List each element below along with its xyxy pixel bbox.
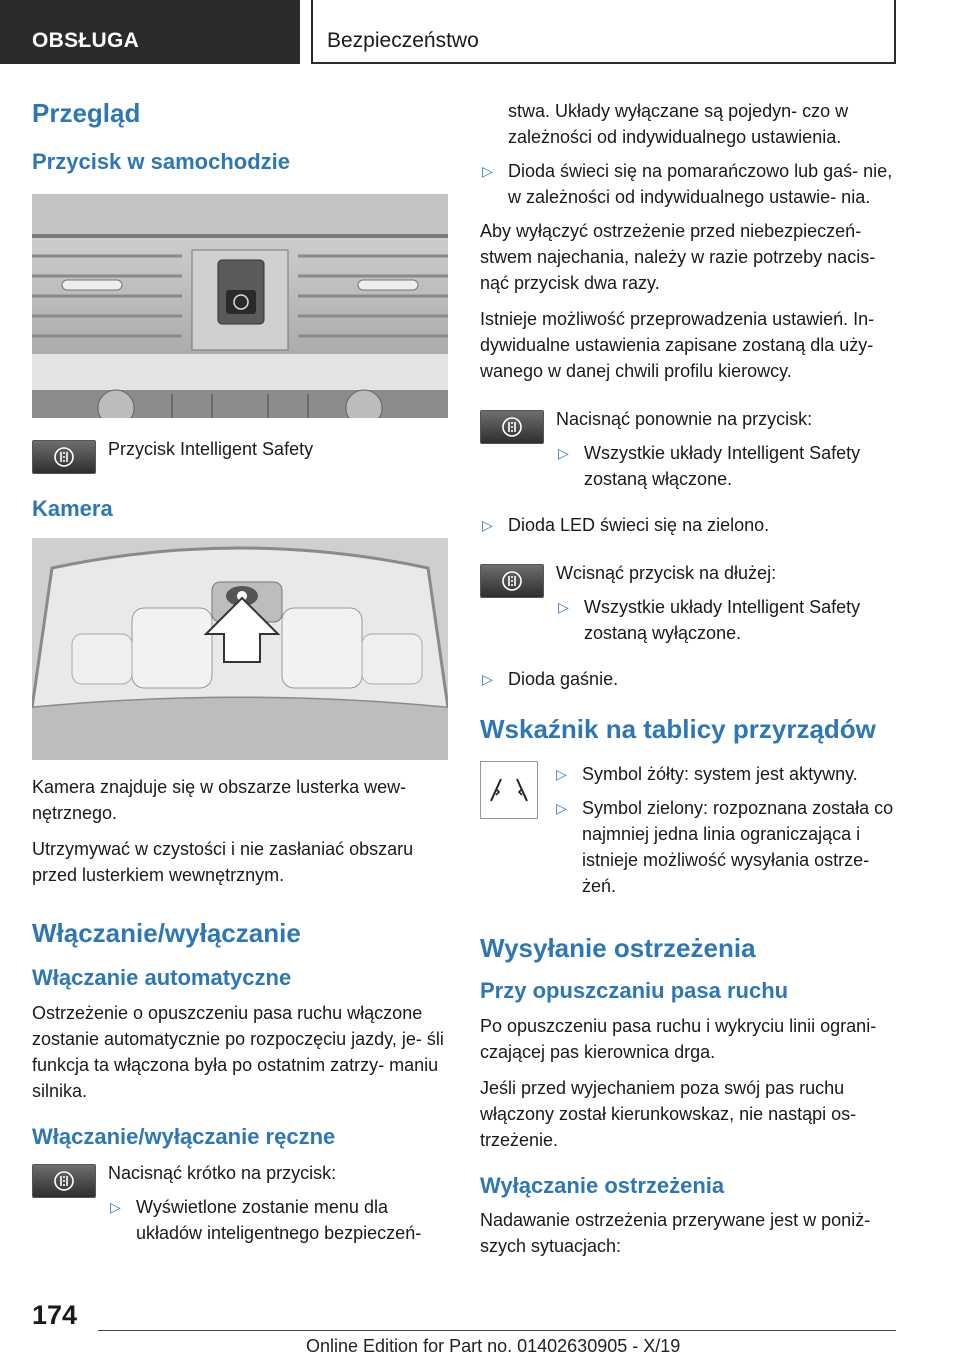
bullet-led-off: ▷ Dioda gaśnie.: [480, 666, 900, 692]
heading-button-in-car: Przycisk w samochodzie: [32, 149, 290, 175]
right-column: [480, 98, 900, 1269]
heading-suppress-warning: Wyłączanie ostrzeżenia: [480, 1172, 725, 1198]
header-chapter-tab: [311, 0, 896, 64]
press-again-instruction: Nacisnąć ponownie na przycisk:: [556, 409, 813, 429]
heading-on-off: Włączanie/wyłączanie: [32, 917, 301, 948]
intelligent-safety-button-icon: [32, 440, 96, 474]
bullet-led-orange: ▷ Dioda świeci się na pomarańczowo lub gaś‐ nie, w zależności od indywidualnego ustawie‐ nia.: [480, 158, 900, 210]
button-caption-row: [32, 436, 448, 474]
heading-warning: Wysyłanie ostrzeżenia: [480, 933, 756, 964]
lane-departure-symbol-icon: [480, 761, 538, 819]
header-section-label: OBSŁUGA: [32, 29, 140, 52]
dashboard-button-photo: [32, 194, 448, 418]
bullet-all-off: ▷ Wszystkie układy Intelligent Safety zostaną wyłączone.: [556, 594, 900, 646]
manual-instruction: Nacisnąć krótko na przycisk:: [108, 1162, 337, 1183]
bullet-led-green: ▷ Dioda LED świeci się na zielono.: [480, 512, 900, 538]
bullet-all-on: ▷ Wszystkie układy Intelligent Safety zostaną włączone.: [556, 440, 900, 492]
heading-leaving-lane: Przy opuszczaniu pasa ruchu: [480, 978, 789, 1004]
heading-overview: Przegląd: [32, 98, 141, 128]
press-long-instruction: Wcisnąć przycisk na dłużej:: [556, 563, 777, 583]
heading-indicator: Wskaźnik na tablicy przyrządów: [480, 714, 876, 744]
indicator-row: [480, 761, 900, 907]
footer-edition: Online Edition for Part no. 01402630905 - X/19: [306, 1336, 681, 1356]
page-number: 174: [32, 1300, 78, 1330]
auto-on-paragraph: Ostrzeżenie o opuszczeniu pasa ruchu włączone zostanie automatycznie po rozpoczęciu jazdy, je‐ śli funkcja ta włączona była po ostatnim zatrzy‐ maniu silnika.: [32, 1002, 444, 1101]
indicator-green: ▷ Symbol zielony: rozpoznana została co najmniej jedna linia ograniczająca i istnieje możliwość wysyłania ostrze‐ żeń.: [554, 795, 900, 899]
continued-text: stwa. Układy wyłączane są pojedyn‐ czo w zależności od indywidualnego ustawienia.: [508, 101, 849, 147]
settings-paragraph: Istnieje możliwość przeprowadzenia ustawień. In‐ dywidualne ustawienia zapisane zostaną dla uży‐ wanego w danej chwili profilu kierowcy.: [480, 309, 875, 381]
manual-bullet-menu: ▷ Wyświetlone zostanie menu dla układów inteligentnego bezpieczeń‐: [108, 1194, 448, 1246]
button-caption: Przycisk Intelligent Safety: [108, 438, 314, 459]
left-column: [32, 98, 448, 1266]
heading-camera: Kamera: [32, 495, 113, 521]
leaving-paragraph-1: Po opuszczeniu pasa ruchu i wykryciu linii ograni‐ czającej pas kierownica drga.: [480, 1015, 877, 1062]
indicator-yellow: ▷ Symbol żółty: system jest aktywny.: [554, 761, 900, 787]
windshield-camera-photo: [32, 538, 448, 760]
press-again-row: [480, 406, 900, 500]
leaving-paragraph-2: Jeśli przed wyjechaniem poza swój pas ruchu włączony został kierunkowskaz, nie nastąpi os‐ trzeżenie.: [480, 1077, 857, 1150]
camera-paragraph-1: Kamera znajduje się w obszarze lusterka wew‐ nętrznego.: [32, 776, 407, 823]
heading-manual-on-off: Włączanie/wyłączanie ręczne: [32, 1123, 336, 1149]
press-long-row: [480, 560, 900, 654]
suppress-paragraph: Nadawanie ostrzeżenia przerywane jest w poniż‐ szych sytuacjach:: [480, 1210, 871, 1257]
intelligent-safety-button-icon: [480, 410, 544, 444]
intelligent-safety-button-icon: [32, 1164, 96, 1198]
footer-rule: [98, 1330, 896, 1331]
header-chapter-label: Bezpieczeństwo: [327, 29, 479, 52]
header-section-tab: [0, 0, 300, 64]
manual-instruction-row: [32, 1160, 448, 1254]
heading-auto-on: Włączanie automatyczne: [32, 965, 292, 991]
intelligent-safety-button-icon: [480, 564, 544, 598]
disable-paragraph: Aby wyłączyć ostrzeżenie przed niebezpieczeń‐ stwem najechania, należy w razie potrzeby nacis‐ nąć przycisk dwa razy.: [480, 221, 876, 293]
camera-paragraph-2: Utrzymywać w czystości i nie zasłaniać obszaru przed lusterkiem wewnętrznym.: [32, 838, 414, 885]
